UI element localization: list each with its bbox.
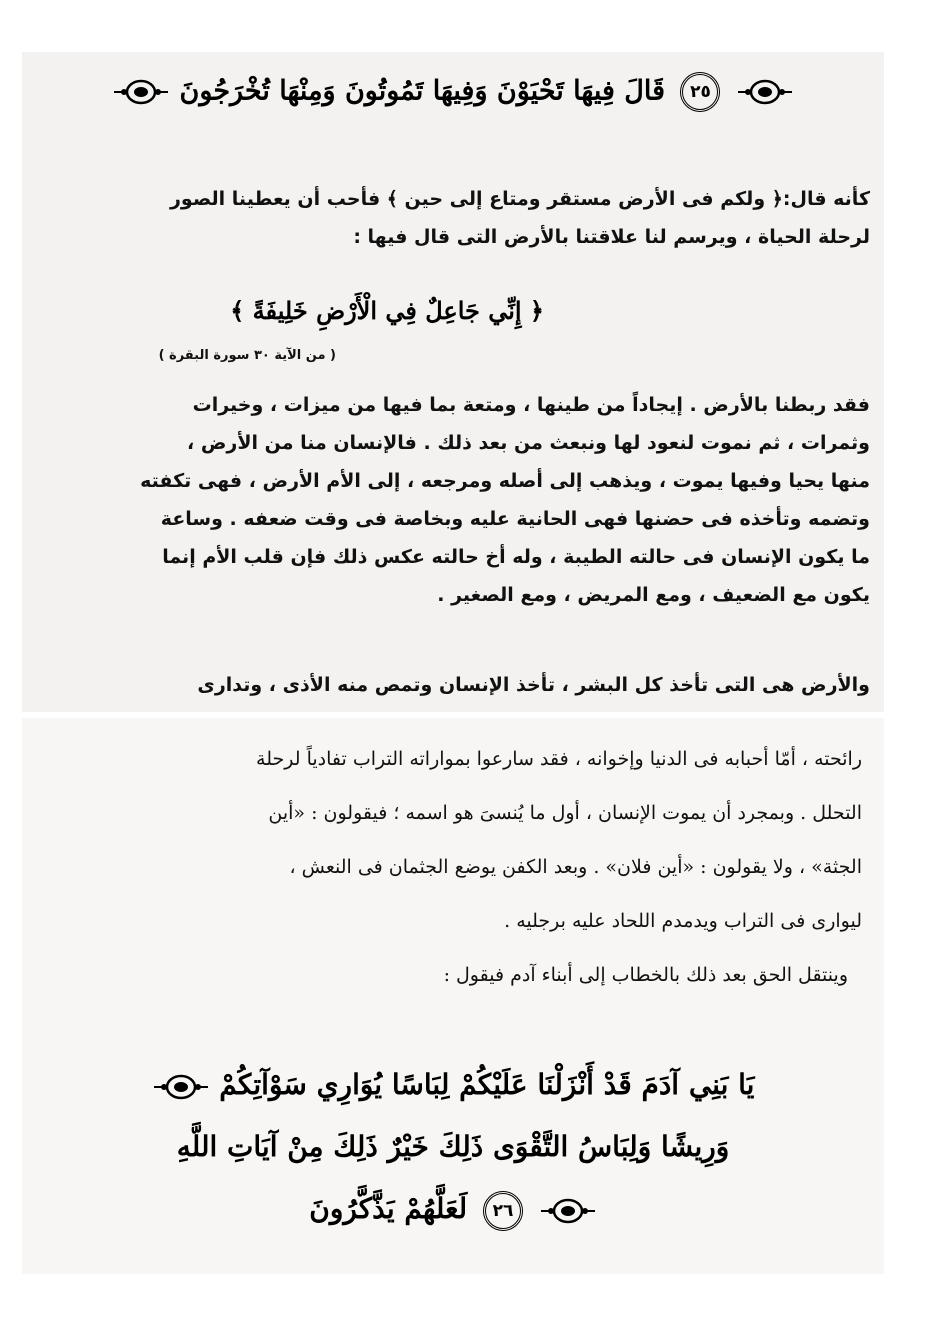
verse-number-badge: ٢٦ — [483, 1191, 523, 1231]
text-line: وينتقل الحق بعد ذلك بالخطاب إلى أبناء آدم فيقول : — [443, 964, 848, 986]
text-line: منها يحيا وفيها يموت ، ويذهب إلى أصله ومرجعه ، إلى الأم الأرض ، فهى تكفته — [140, 470, 870, 492]
closing-verse-line: وَرِيشًا وَلِبَاسُ التَّقْوَى ذَلِكَ خَيْرٌ ذَلِكَ مِنْ آيَاتِ اللَّهِ — [176, 1130, 730, 1163]
text-line: يكون مع الضعيف ، ومع المريض ، ومع الصغير . — [437, 584, 870, 606]
text-line: فقد ربطنا بالأرض . إيجاداً من طينها ، ومتعة بما فيها من ميزات ، وخيرات — [192, 394, 870, 416]
quote-verse-text: ﴿ إِنِّي جَاعِلٌ فِي الْأَرْضِ خَلِيفَةً ﴾ — [230, 296, 544, 325]
arabesque-ornament-icon — [152, 1072, 210, 1102]
arabesque-ornament-icon — [539, 1196, 597, 1226]
verse-reference: ( من الآية ٣٠ سورة البقرة ) — [158, 348, 336, 363]
text-line: رائحته ، أمّا أحبابه فى الدنيا وإخوانه ، فقد سارعوا بمواراته التراب تفادياً لرحلة — [256, 748, 862, 770]
closing-verse — [22, 1054, 884, 1240]
text-line: والأرض هى التى تأخذ كل البشر ، تأخذ الإنسان وتمص منه الأذى ، وتدارى — [197, 674, 870, 696]
body-paragraph-4 — [44, 948, 848, 1002]
header-verse-text: قَالَ فِيهَا تَحْيَوْنَ وَفِيهَا تَمُوتُونَ وَمِنْهَا تُخْرَجُونَ — [179, 75, 666, 107]
text-line: كأنه قال:﴿ ولكم فى الأرض مستقر ومتاع إلى حين ﴾ فأحب أن يعطينا الصور — [169, 188, 870, 210]
quote-verse — [22, 296, 544, 325]
header-verse — [22, 72, 884, 112]
arabesque-ornament-icon — [112, 77, 170, 107]
text-line: ما يكون الإنسان فى حالته الطيبة ، وله أخ حالته عكس ذلك فإن قلب الأم إنما — [162, 546, 870, 568]
text-line: وثمرات ، ثم نموت لنعود لها ونبعث من بعد ذلك . فالإنسان منا من الأرض ، — [186, 432, 870, 454]
text-line: التحلل . وبمجرد أن يموت الإنسان ، أول ما يُنسىَ هو اسمه ؛ فيقولون : «أين — [268, 802, 862, 824]
bottom-page-section — [22, 718, 884, 1274]
top-page-section — [22, 52, 884, 712]
text-line: الجثة» ، ولا يقولون : «أين فلان» . وبعد الكفن يوضع الجثمان فى النعش ، — [289, 856, 862, 878]
arabesque-ornament-icon — [736, 77, 794, 107]
verse-number-badge: ٢٥ — [680, 72, 720, 112]
body-paragraph-3 — [44, 732, 862, 948]
body-paragraph-1 — [36, 386, 870, 614]
closing-verse-line — [22, 1054, 884, 1116]
closing-verse-line — [22, 1178, 884, 1240]
text-line: ليوارى فى التراب ويدمدم اللحاد عليه برجليه . — [504, 910, 862, 932]
intro-paragraph — [36, 180, 870, 256]
text-line: لرحلة الحياة ، ويرسم لنا علاقتنا بالأرض التى قال فيها : — [353, 226, 870, 248]
text-line: وتضمه وتأخذه فى حضنها فهى الحانية عليه وبخاصة فى وقت ضعفه . وساعة — [160, 508, 870, 530]
closing-verse-text: يَا بَنِي آدَمَ قَدْ أَنْزَلْنَا عَلَيْكُمْ لِبَاسًا يُوَارِي سَوْآتِكُمْ — [219, 1068, 755, 1101]
closing-verse-text: لَعَلَّهُمْ يَذَّكَّرُونَ — [309, 1192, 468, 1225]
book-page — [22, 52, 884, 1277]
body-paragraph-2 — [36, 666, 870, 704]
